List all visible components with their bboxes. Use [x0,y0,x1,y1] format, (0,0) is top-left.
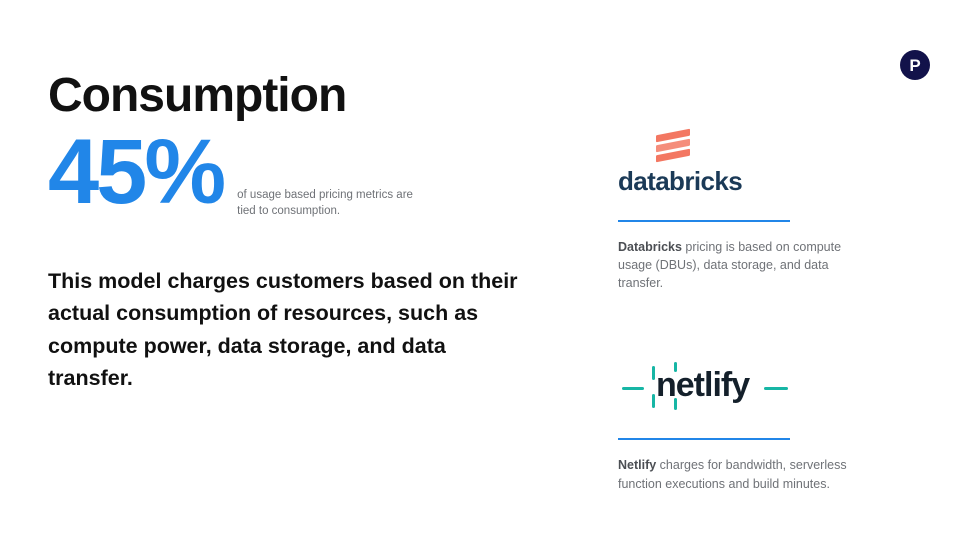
netlify-mark [618,368,790,414]
databricks-name: Databricks [618,240,682,254]
stat-value: 45% [48,121,224,223]
netlify-logo [618,346,790,440]
netlify-description [618,456,868,492]
netlify-description-text: charges for bandwidth, serverless function executions and build minutes. [618,458,847,491]
databricks-description-text: pricing is based on compute usage (DBUs), data storage, and data transfer. [618,240,842,291]
stat-block [48,121,568,223]
netlify-tick-icon [652,394,655,408]
brand-logo-badge [900,50,930,80]
netlify-name: Netlify [618,458,657,473]
databricks-wordmark: databricks [618,166,743,196]
brand-initial: P [909,55,921,75]
databricks-logo [618,128,790,222]
netlify-wordmark: netlify [656,366,750,405]
stat-caption: of usage based pricing metrics are tied to consumption. [237,189,413,217]
databricks-description [618,238,868,292]
netlify-tick-icon [652,366,655,380]
body-statement: This model charges customers based on their actual consumption of resources, such as compute power, data storage, and data transfer. [48,269,518,390]
databricks-stack-icon [656,130,690,164]
netlify-dash-left-icon [622,387,644,390]
logo-card-databricks [618,128,918,292]
page-title: Consumption [48,69,347,123]
right-content-column [618,128,918,547]
left-content-column [48,121,568,394]
logo-card-netlify [618,346,918,492]
netlify-dash-right-icon [764,387,788,390]
